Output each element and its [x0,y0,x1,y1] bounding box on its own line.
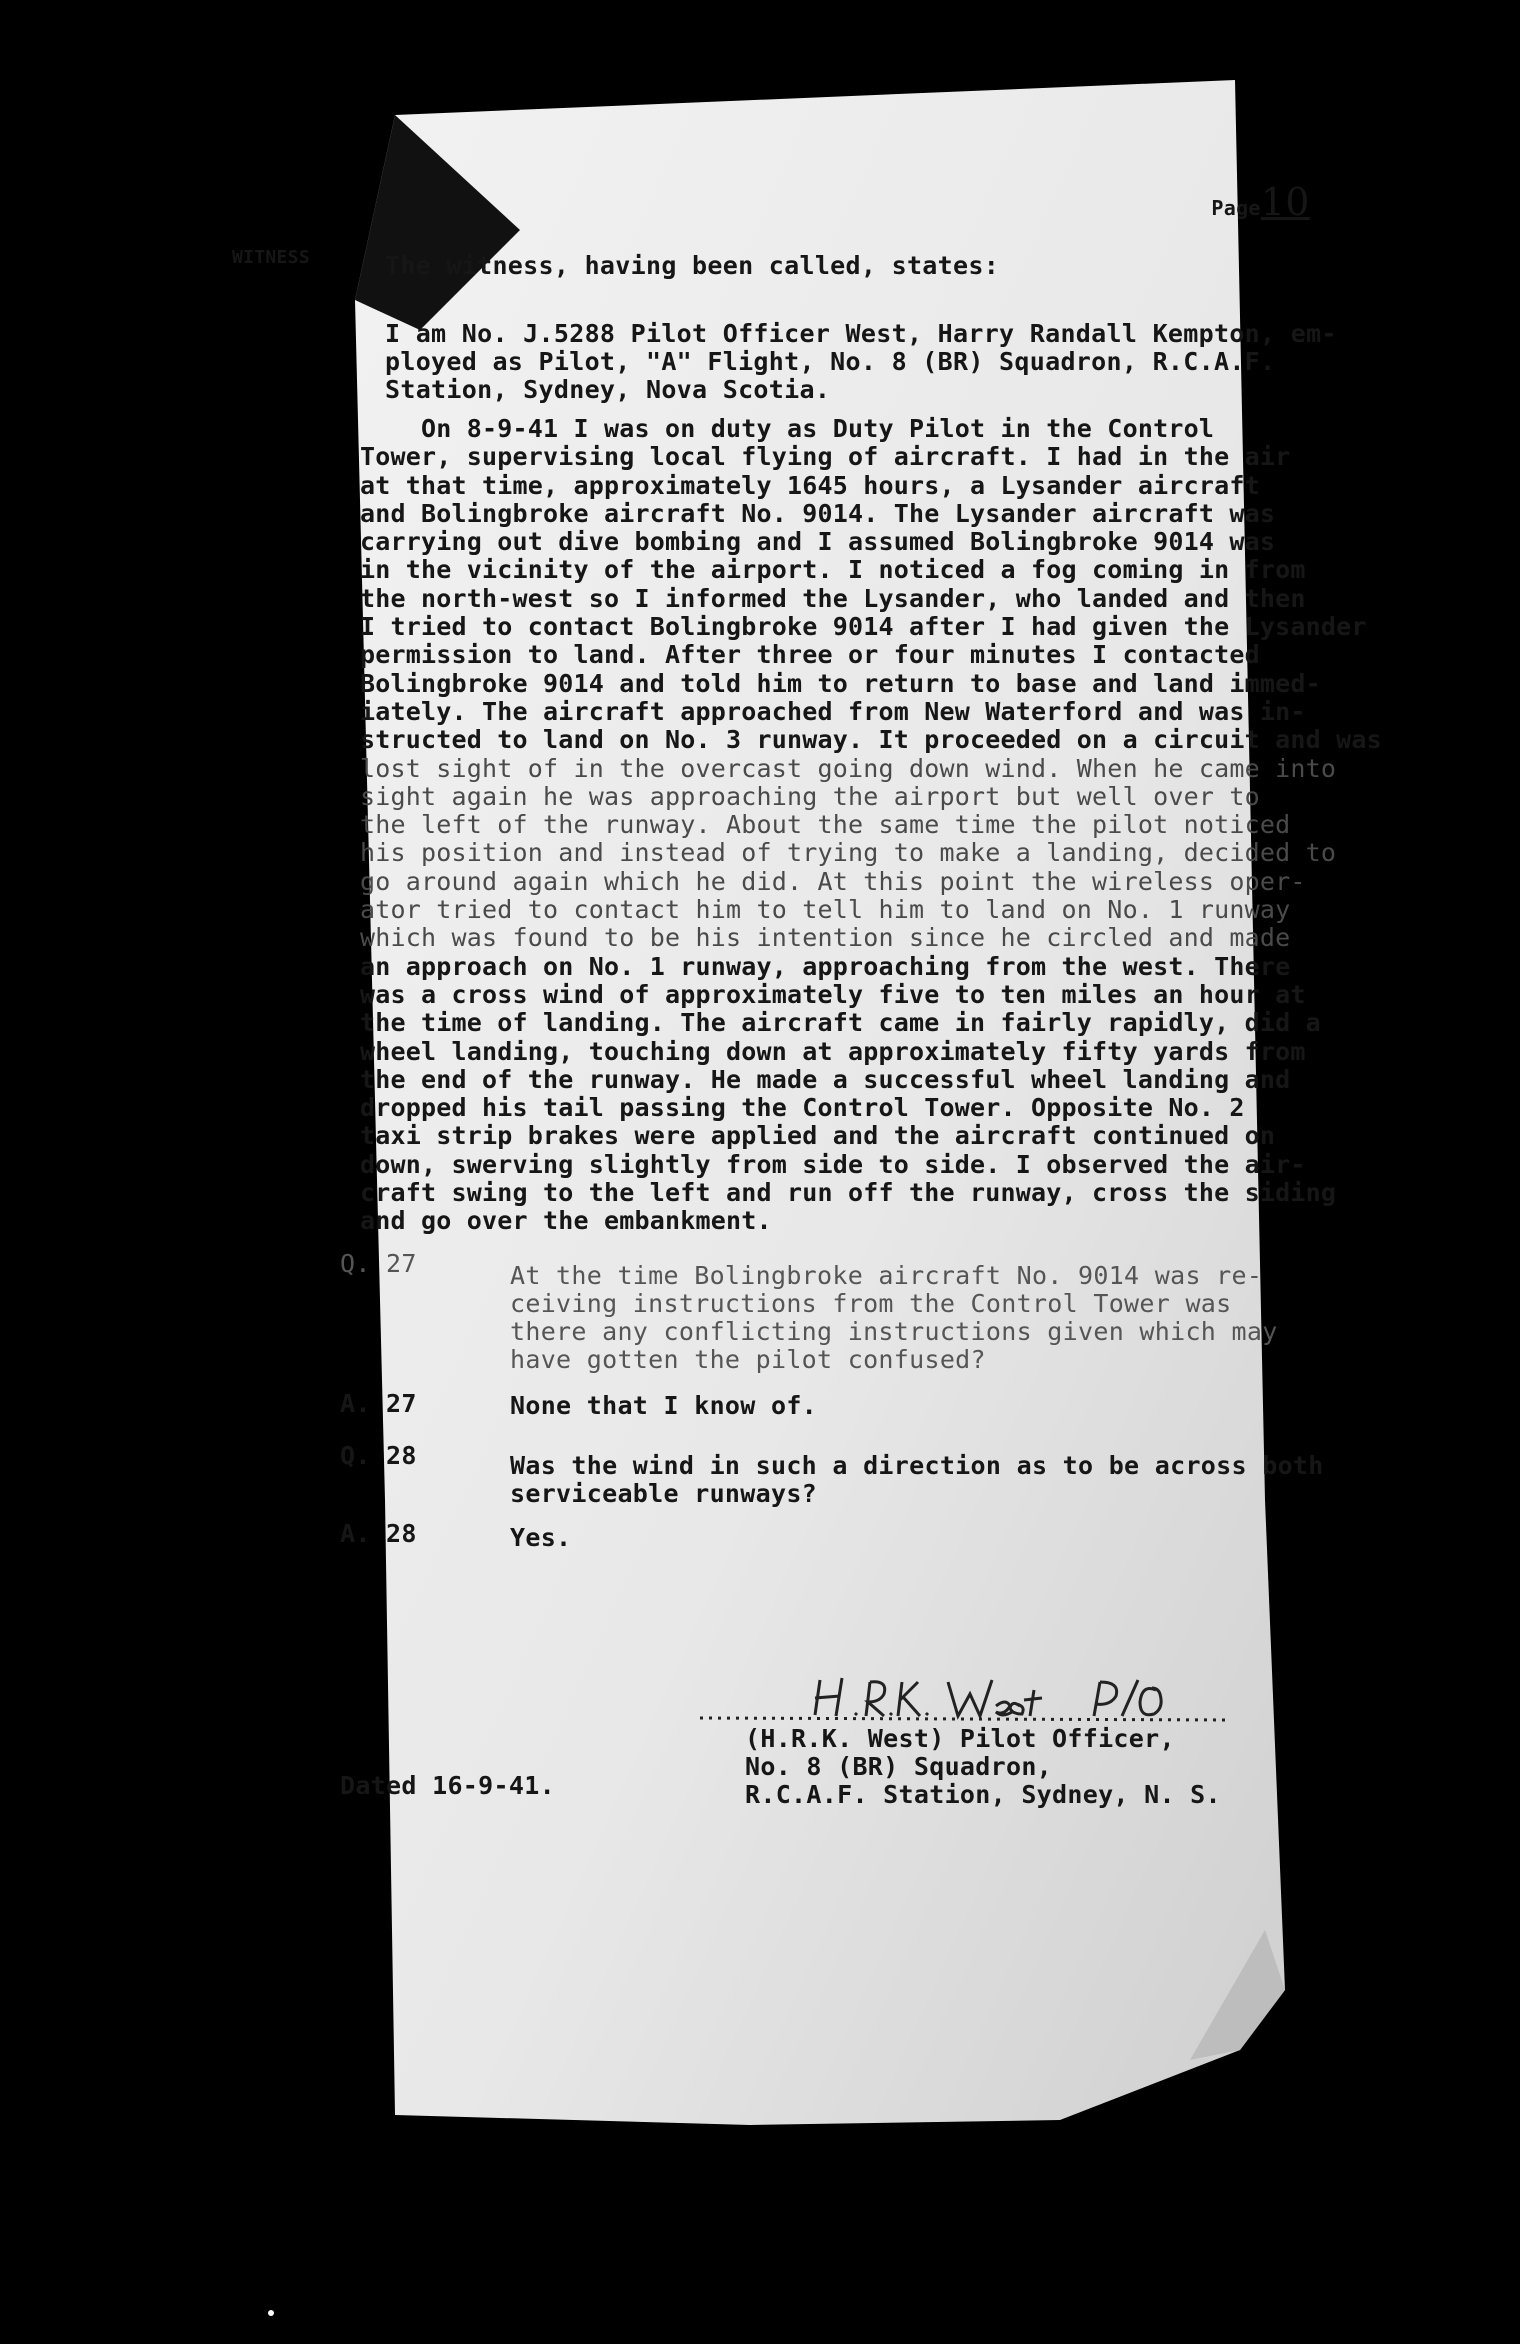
statement-line: the end of the runway. He made a successful wheel landing and [360,1064,1291,1094]
question-28-label: Q. 28 [340,1441,417,1470]
page-label: Page [1211,196,1261,220]
statement-line: and go over the embankment. [360,1206,772,1236]
statement-line: the time of landing. The aircraft came in fairly rapidly, did a [360,1008,1321,1038]
question-28-line-2: serviceable runways? [510,1479,818,1508]
intro-line: The witness, having been called, states: [385,251,1000,280]
identity-line-1: I am No. J.5288 Pilot Officer West, Harry Randall Kempton, em- [385,319,1337,348]
statement-line: was a cross wind of approximately five to ten miles an hour at [360,979,1306,1009]
question-27-line-4: have gotten the pilot confused? [510,1345,986,1374]
statement-line: On 8-9-41 I was on duty as Duty Pilot in the Control [360,414,1215,443]
section-marker: WITNESS [232,247,310,268]
question-27-label: Q. 27 [340,1249,417,1278]
signatory-name-rank: (H.R.K. West) Pilot Officer, [745,1724,1175,1753]
answer-28-line-1: Yes. [510,1523,572,1552]
statement-line: lost sight of in the overcast going down wind. When he came into [360,753,1337,783]
statement-line: ator tried to contact him to tell him to land on No. 1 runway [360,895,1291,925]
question-27-line-2: ceiving instructions from the Control Tower was [510,1289,1232,1318]
signatory-squadron: No. 8 (BR) Squadron, [745,1752,1053,1781]
statement-line: permission to land. After three or four minutes I contacted [360,640,1260,670]
statement-line: in the vicinity of the airport. I noticed a fog coming in from [360,555,1306,585]
statement-line: craft swing to the left and run off the runway, cross the siding [360,1178,1337,1208]
answer-28-label: A. 28 [340,1519,417,1548]
page-number-value: 10 [1260,180,1310,224]
signatory-station: R.C.A.F. Station, Sydney, N. S. [745,1780,1221,1809]
identity-line-3: Station, Sydney, Nova Scotia. [385,375,831,404]
statement-line: go around again which he did. At this point the wireless oper- [360,866,1306,896]
statement-line: Bolingbroke 9014 and told him to return to base and land immed- [360,668,1321,698]
statement-line: an approach on No. 1 runway, approaching from the west. There [360,951,1291,981]
identity-line-2: ployed as Pilot, "A" Flight, No. 8 (BR) Squadron, R.C.A.F. [385,347,1276,376]
statement-line: taxi strip brakes were applied and the aircraft continued on [360,1121,1276,1151]
handwritten-signature [690,1660,1250,1730]
statement-line: structed to land on No. 3 runway. It proceeded on a circuit and was [360,725,1382,755]
statement-line: his position and instead of trying to make a landing, decided to [360,838,1337,868]
scan-speck [268,2310,274,2316]
page-number [1150,160,1310,250]
question-28-line-1: Was the wind in such a direction as to be across both [510,1451,1324,1480]
answer-27-label: A. 27 [340,1389,417,1418]
statement-line: wheel landing, touching down at approximately fifty yards from [360,1036,1306,1066]
dated-line: Dated 16-9-41. [340,1771,555,1800]
statement-line: sight again he was approaching the airport but well over to [360,781,1260,811]
statement-line: iately. The aircraft approached from New Waterford and was in- [360,696,1306,726]
answer-27-line-1: None that I know of. [510,1391,818,1420]
statement-line: carrying out dive bombing and I assumed Bolingbroke 9014 was [360,527,1276,557]
statement-line: and Bolingbroke aircraft No. 9014. The Lysander aircraft was [360,498,1276,528]
statement-line: down, swerving slightly from side to side. I observed the air- [360,1149,1306,1179]
statement-line: the north-west so I informed the Lysander, who landed and then [360,583,1306,613]
statement-line: I tried to contact Bolingbroke 9014 after I had given the Lysander [360,612,1367,642]
statement-body [360,415,1382,1236]
statement-line: the left of the runway. About the same time the pilot noticed [360,810,1291,840]
statement-line: which was found to be his intention since he circled and made [360,923,1291,953]
statement-line: Tower, supervising local flying of aircraft. I had in the air [360,442,1291,472]
statement-line: dropped his tail passing the Control Tower. Opposite No. 2 [360,1093,1245,1123]
question-27-line-3: there any conflicting instructions given which may [510,1317,1278,1346]
question-27-line-1: At the time Bolingbroke aircraft No. 9014 was re- [510,1261,1263,1290]
statement-line: at that time, approximately 1645 hours, a Lysander aircraft [360,470,1260,500]
